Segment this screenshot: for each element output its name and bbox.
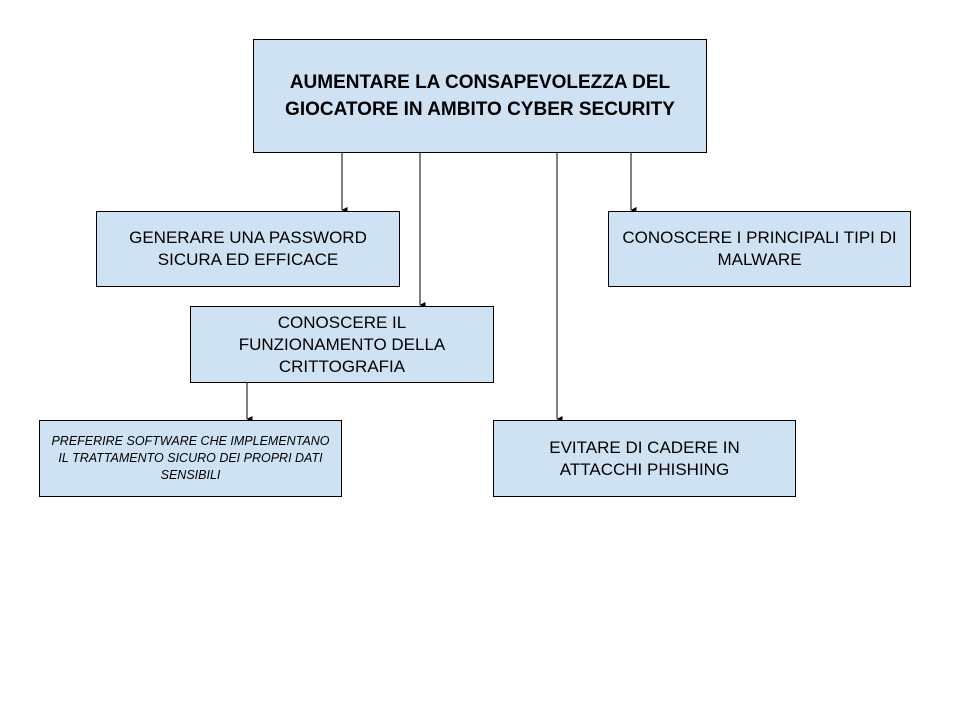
phishing-node-label: EVITARE DI CADERE IN ATTACCHI PHISHING xyxy=(549,437,740,479)
software-node-label: PREFERIRE SOFTWARE CHE IMPLEMENTANO IL TRATTAMENTO SICURO DEI PROPRI DATI SENSIBILI xyxy=(51,434,330,482)
password-node xyxy=(96,211,400,287)
malware-node-label: CONOSCERE I PRINCIPALI TIPI DI MALWARE xyxy=(622,228,897,269)
root-node xyxy=(253,39,707,153)
root-node-label: AUMENTARE LA CONSAPEVOLEZZA DEL GIOCATORE IN AMBITO CYBER SECURITY xyxy=(285,72,675,120)
crypto-node-label: CONOSCERE IL FUNZIONAMENTO DELLA CRITTOGRAFIA xyxy=(238,312,446,376)
crypto-node xyxy=(190,306,494,383)
phishing-node xyxy=(493,420,796,497)
software-node xyxy=(39,420,342,497)
password-node-label: GENERARE UNA PASSWORD SICURA ED EFFICACE xyxy=(129,228,367,269)
malware-node xyxy=(608,211,911,287)
